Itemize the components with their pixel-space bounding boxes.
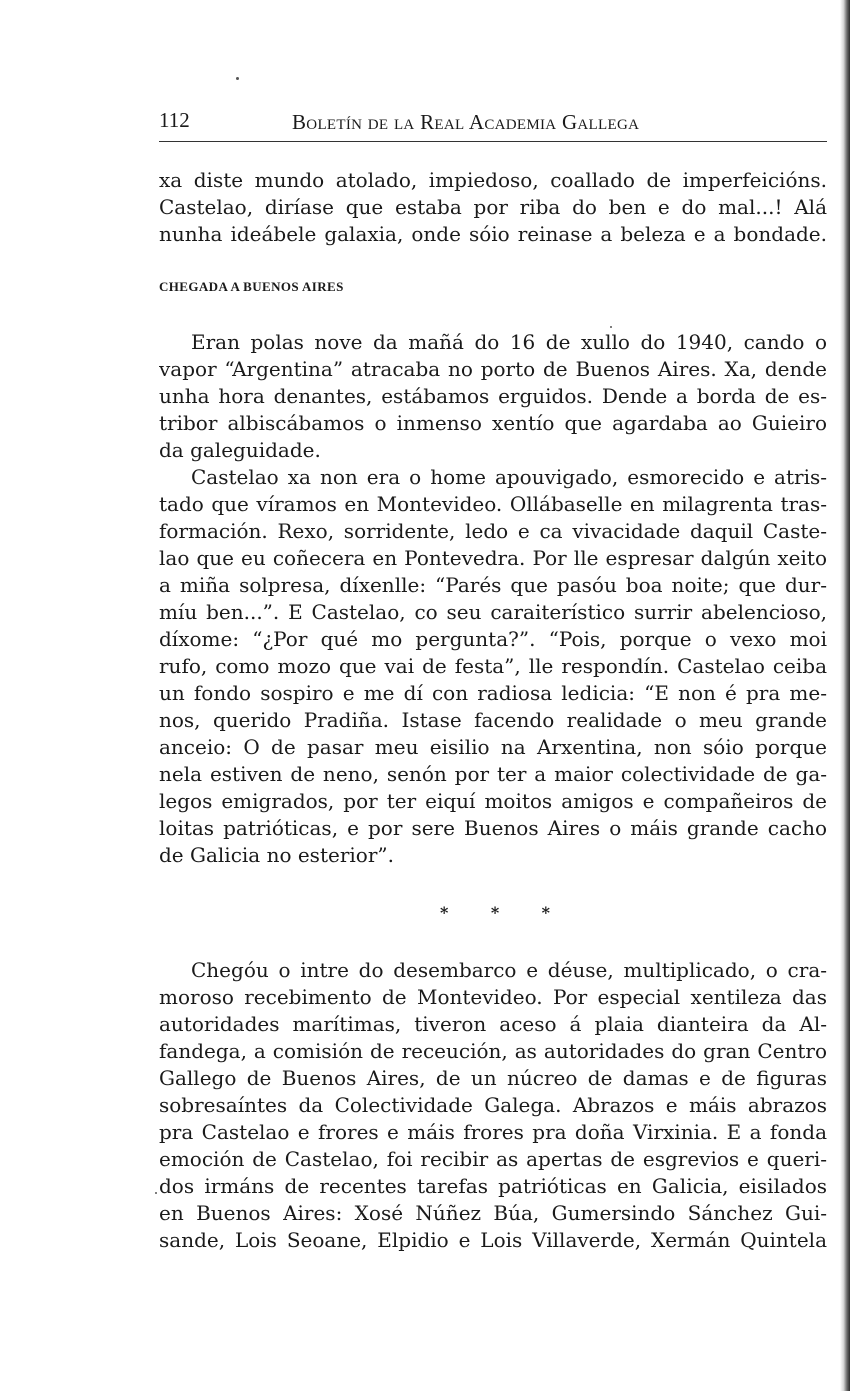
text-line: tado que víramos en Montevideo. Ollábaselle en milagrenta tras- xyxy=(159,492,827,516)
text-line: a miña solpresa, díxenlle: “Parés que pasóu boa noite; que dur- xyxy=(159,573,827,597)
text-line: autoridades marítimas, tiveron aceso á plaia dianteira da Al- xyxy=(159,1012,827,1036)
text-line: míu ben...”. E Castelao, co seu caraiterístico surrir abelencioso, xyxy=(159,600,827,624)
text-line: moroso recebimento de Montevideo. Por especial xentileza das xyxy=(159,985,827,1009)
paragraph-2 xyxy=(159,464,827,869)
text-line: nunha ideábele galaxia, onde sóio reinase a beleza e a bondade. xyxy=(159,222,827,246)
text-line: tribor albiscábamos o inmenso xentío que agardaba ao Guieiro xyxy=(159,411,827,435)
text-line: nela estiven de neno, senón por ter a maior colectividade de ga- xyxy=(159,762,827,786)
text-line: formación. Rexo, sorridente, ledo e ca vivacidade daquil Caste- xyxy=(159,519,827,543)
text-line: fandega, a comisión de receución, as autoridades do gran Centro xyxy=(159,1039,827,1063)
text-line: rufo, como mozo que vai de festa”, lle respondín. Castelao ceiba xyxy=(159,654,827,678)
text-line: un fondo sospiro e me dí con radiosa ledicia: “E non é pra me- xyxy=(159,681,827,705)
header-rule xyxy=(159,141,827,142)
text-line: anceio: O de pasar meu eisilio na Arxentina, non sóio porque xyxy=(159,735,827,759)
scan-speck xyxy=(236,77,239,80)
text-line: sande, Lois Seoane, Elpidio e Lois Villaverde, Xermán Quintela xyxy=(159,1228,827,1252)
section-heading: CHEGADA A BUENOS AIRES xyxy=(159,279,344,294)
text-line: Chegóu o intre do desembarco e déuse, multiplicado, o cra- xyxy=(191,958,827,982)
text-line: da galeguidade. xyxy=(159,438,321,462)
asterisk: * xyxy=(440,903,449,922)
scan-speck xyxy=(610,326,612,328)
text-line: legos emigrados, por ter eiquí moitos amigos e compañeiros de xyxy=(159,789,827,813)
section-separator xyxy=(440,903,550,923)
text-line: nos, querido Pradiña. Istase facendo realidade o meu grande xyxy=(159,708,827,732)
text-line: dos irmáns de recentes tarefas patrióticas en Galicia, eisilados xyxy=(159,1174,827,1198)
text-line: Gallego de Buenos Aires, de un núcreo de damas e de figuras xyxy=(159,1066,827,1090)
text-line: emoción de Castelao, foi recibir as apertas de esgrevios e queri- xyxy=(159,1147,827,1171)
text-line: Eran polas nove da mañá do 16 de xullo do 1940, cando o xyxy=(191,330,827,354)
text-line: vapor “Argentina” atracaba no porto de Buenos Aires. Xa, dende xyxy=(159,357,827,381)
text-line: unha hora denantes, estábamos erguidos. Dende a borda de es- xyxy=(159,384,827,408)
text-line: díxome: “¿Por qué mo pergunta?”. “Pois, porque o vexo moi xyxy=(159,627,827,651)
text-line: Castelao xa non era o home apouvigado, esmorecido e atris- xyxy=(191,465,827,489)
asterisk: * xyxy=(490,903,500,922)
paragraph-1 xyxy=(159,329,827,464)
paragraph-3 xyxy=(159,957,827,1254)
page-header xyxy=(159,108,829,138)
text-line: xa diste mundo atolado, impiedoso, coallado de imperfeicións. xyxy=(159,168,827,192)
running-title: Boletín de la Real Academia Gallega xyxy=(292,110,640,134)
page-number: 112 xyxy=(159,108,190,132)
asterisk: * xyxy=(541,903,550,922)
text-line: Castelao, diríase que estaba por riba do ben e do mal...! Alá xyxy=(159,195,827,219)
text-line: sobresaíntes da Colectividade Galega. Abrazos e máis abrazos xyxy=(159,1093,827,1117)
text-line: pra Castelao e frores e máis frores pra doña Virxinia. E a fonda xyxy=(159,1120,827,1144)
page-edge-shadow xyxy=(840,0,850,1391)
scan-speck xyxy=(155,1192,157,1194)
intro-text xyxy=(159,167,827,248)
text-line: de Galicia no esterior”. xyxy=(159,843,394,867)
text-line: lao que eu coñecera en Pontevedra. Por lle espresar dalgún xeito xyxy=(159,546,827,570)
text-line: loitas patrióticas, e por sere Buenos Aires o máis grande cacho xyxy=(159,816,827,840)
text-line: en Buenos Aires: Xosé Núñez Búa, Gumersindo Sánchez Gui- xyxy=(159,1201,827,1225)
